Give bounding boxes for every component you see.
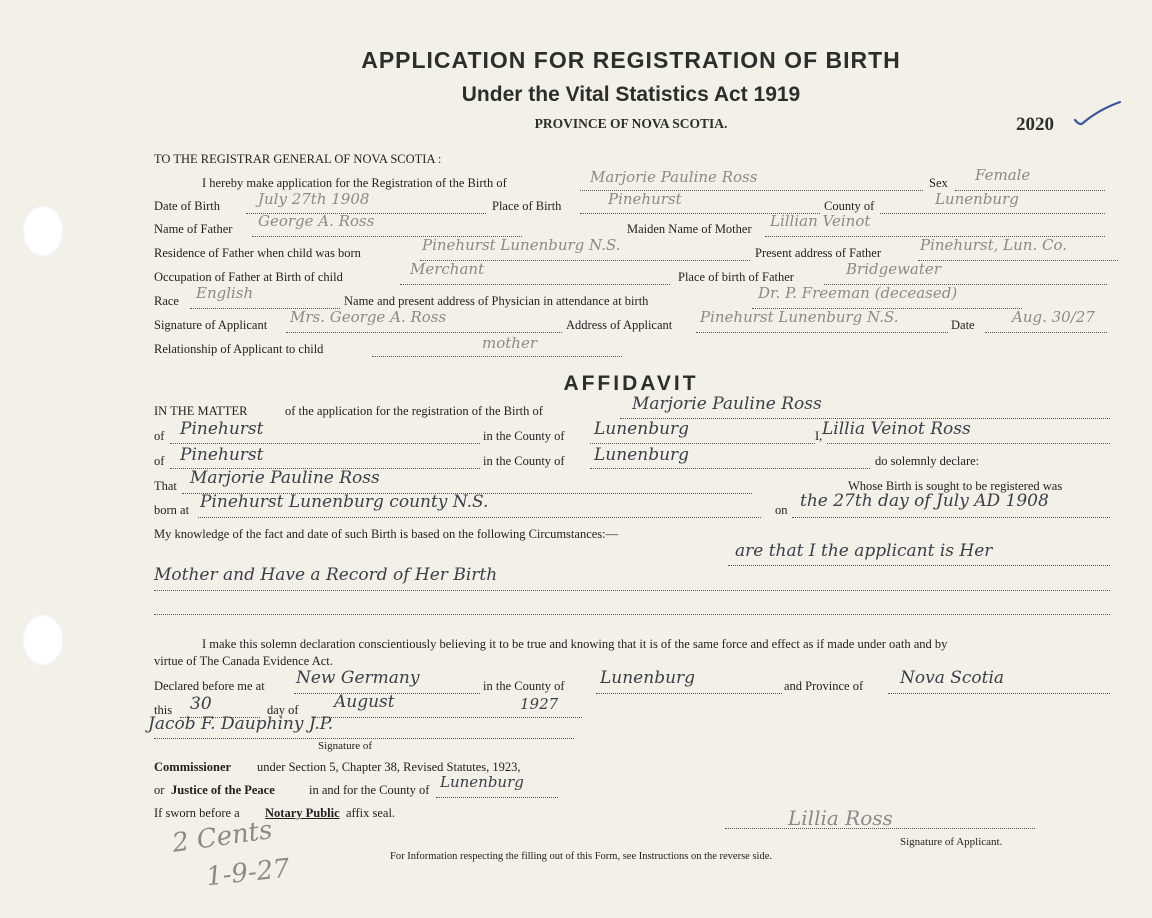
county-value-2: Lunenburg	[594, 445, 690, 465]
present-label: Present address of Father	[755, 246, 882, 260]
circumstance-value-2: Mother and Have a Record of Her Birth	[154, 565, 498, 585]
race-label: Race	[154, 294, 179, 308]
whose-birth-label: Whose Birth is sought to be registered was	[848, 479, 1063, 493]
margin-note-2: 1-9-27	[204, 853, 292, 893]
punch-hole	[22, 205, 64, 257]
sex-label: Sex	[929, 176, 948, 190]
maiden-value: Lillian Veinot	[770, 212, 871, 230]
that-label: That	[154, 479, 177, 493]
present-value: Pinehurst, Lun. Co.	[920, 236, 1068, 254]
birthplace-label: Place of Birth	[492, 199, 562, 213]
deponent-line	[827, 443, 1110, 444]
father-label: Name of Father	[154, 222, 233, 236]
county-value-1: Lunenburg	[594, 419, 690, 439]
county-line-2	[590, 468, 870, 469]
form-number: 2020	[1016, 114, 1054, 135]
signature-of-label: Signature of	[318, 740, 373, 752]
commissioner-label: Commissioner	[154, 760, 232, 774]
of-value-2: Pinehurst	[180, 445, 264, 465]
circumstance-line-2	[154, 590, 1110, 591]
affidavit-heading: AFFIDAVIT	[563, 372, 699, 395]
commissioner-text: under Section 5, Chapter 38, Revised Statutes, 1923,	[257, 760, 521, 774]
seal-label: affix seal.	[346, 806, 396, 820]
born-date-line	[792, 517, 1110, 518]
declared-at-value: New Germany	[296, 668, 420, 688]
declare-label: do solemnly declare:	[875, 454, 980, 468]
occupation-value: Merchant	[410, 260, 485, 278]
i-label: I,	[815, 429, 823, 443]
intro-label: I hereby make application for the Registration of the Birth of	[202, 176, 507, 190]
county-line	[880, 213, 1105, 214]
month-value: August	[334, 692, 395, 712]
occupation-label: Occupation of Father at Birth of child	[154, 270, 343, 284]
applicant-address-label: Address of Applicant	[566, 318, 673, 332]
form-title: APPLICATION FOR REGISTRATION OF BIRTH	[361, 47, 901, 73]
date-line	[985, 332, 1107, 333]
punch-hole	[22, 614, 64, 666]
born-date-value: the 27th day of July AD 1908	[800, 491, 1049, 511]
race-value: English	[196, 284, 254, 302]
footer-instructions: For Information respecting the filling out of this Form, see Instructions on the reverse side.	[390, 851, 773, 862]
of-label-1: of	[154, 429, 165, 443]
father-value: George A. Ross	[258, 212, 375, 230]
province-line	[888, 693, 1110, 694]
day-value: 30	[190, 694, 212, 714]
sex-value: Female	[975, 166, 1031, 184]
of-line-1	[170, 443, 480, 444]
form-subtitle: Under the Vital Statistics Act 1919	[461, 83, 801, 106]
this-label: this	[154, 703, 173, 717]
relationship-label: Relationship of Applicant to child	[154, 342, 324, 356]
declared-county-line	[596, 693, 782, 694]
applicant-signature: Lillia Ross	[788, 806, 893, 830]
jp-county-line	[436, 797, 558, 798]
father-birthplace-value: Bridgewater	[846, 260, 941, 278]
born-at-label: born at	[154, 503, 190, 517]
sworn-label: If sworn before a	[154, 806, 240, 820]
residence-value: Pinehurst Lunenburg N.S.	[422, 236, 621, 254]
born-at-line	[198, 517, 761, 518]
applicant-signature-value: Mrs. George A. Ross	[290, 308, 447, 326]
county-label-2: in the County of	[483, 454, 565, 468]
dob-value: July 27th 1908	[258, 190, 370, 208]
province-heading: PROVINCE OF NOVA SCOTIA.	[534, 116, 728, 131]
jp-signature-line	[154, 738, 574, 739]
jp-county-label: in and for the County of	[309, 783, 430, 797]
of-label-2: of	[154, 454, 165, 468]
date-label: Date	[951, 318, 975, 332]
county-label-1: in the County of	[483, 429, 565, 443]
that-value: Marjorie Pauline Ross	[190, 468, 380, 488]
county-line-1	[590, 443, 815, 444]
county-value: Lunenburg	[935, 190, 1019, 208]
on-label: on	[775, 503, 788, 517]
child-name-value: Marjorie Pauline Ross	[590, 168, 758, 186]
dob-label: Date of Birth	[154, 199, 220, 213]
relationship-line	[372, 356, 622, 357]
jp-signature: Jacob F. Dauphiny J.P.	[148, 714, 334, 734]
physician-value: Dr. P. Freeman (deceased)	[758, 284, 958, 302]
date-value: Aug. 30/27	[1012, 308, 1095, 326]
signature-line	[286, 332, 562, 333]
matter-lead: IN THE MATTER	[154, 404, 248, 418]
declared-label: Declared before me at	[154, 679, 265, 693]
checkmark-icon	[1072, 100, 1122, 130]
province-label: and Province of	[784, 679, 864, 693]
present-line	[918, 260, 1118, 261]
birthplace-value: Pinehurst	[608, 190, 682, 208]
notary-label: Notary Public	[265, 806, 340, 820]
margin-note-1: 2 Cents	[170, 815, 275, 859]
matter-label: of the application for the registration of the Birth of	[285, 404, 543, 418]
maiden-label: Maiden Name of Mother	[627, 222, 752, 236]
or-label: or	[154, 783, 165, 797]
county-label: County of	[824, 199, 875, 213]
province-value: Nova Scotia	[900, 668, 1005, 688]
declared-county-value: Lunenburg	[600, 668, 696, 688]
circumstance-line-1	[728, 565, 1110, 566]
year-value: 1927	[520, 695, 559, 713]
solemn-declaration-2: virtue of The Canada Evidence Act.	[154, 654, 333, 668]
circumstance-line-3	[154, 614, 1110, 615]
day-of-label: day of	[267, 703, 299, 717]
matter-name-value: Marjorie Pauline Ross	[632, 394, 822, 414]
applicant-address-line	[696, 332, 948, 333]
relationship-value: mother	[482, 334, 537, 352]
father-birthplace-label: Place of birth of Father	[678, 270, 794, 284]
declared-county-label: in the County of	[483, 679, 565, 693]
physician-label: Name and present address of Physician in attendance at birth	[344, 294, 649, 308]
applicant-address-value: Pinehurst Lunenburg N.S.	[700, 308, 899, 326]
jp-county-value: Lunenburg	[440, 773, 524, 791]
addressee-line: TO THE REGISTRAR GENERAL OF NOVA SCOTIA :	[154, 152, 442, 166]
deponent-value: Lillia Veinot Ross	[822, 419, 971, 439]
occupation-line	[400, 284, 670, 285]
signature-of-applicant-label: Signature of Applicant.	[900, 836, 1003, 848]
signature-label: Signature of Applicant	[154, 318, 268, 332]
month-line	[312, 717, 582, 718]
jp-label: Justice of the Peace	[171, 783, 275, 797]
born-at-value: Pinehurst Lunenburg county N.S.	[200, 492, 489, 512]
knowledge-label: My knowledge of the fact and date of such Birth is based on the following Circumstances:—	[154, 527, 619, 541]
of-value-1: Pinehurst	[180, 419, 264, 439]
solemn-declaration-1: I make this solemn declaration conscientiously believing it to be true and knowing that it is of the same force and effect as if made under oath and by	[202, 637, 948, 651]
circumstance-value-1: are that I the applicant is Her	[735, 541, 993, 561]
residence-label: Residence of Father when child was born	[154, 246, 361, 260]
